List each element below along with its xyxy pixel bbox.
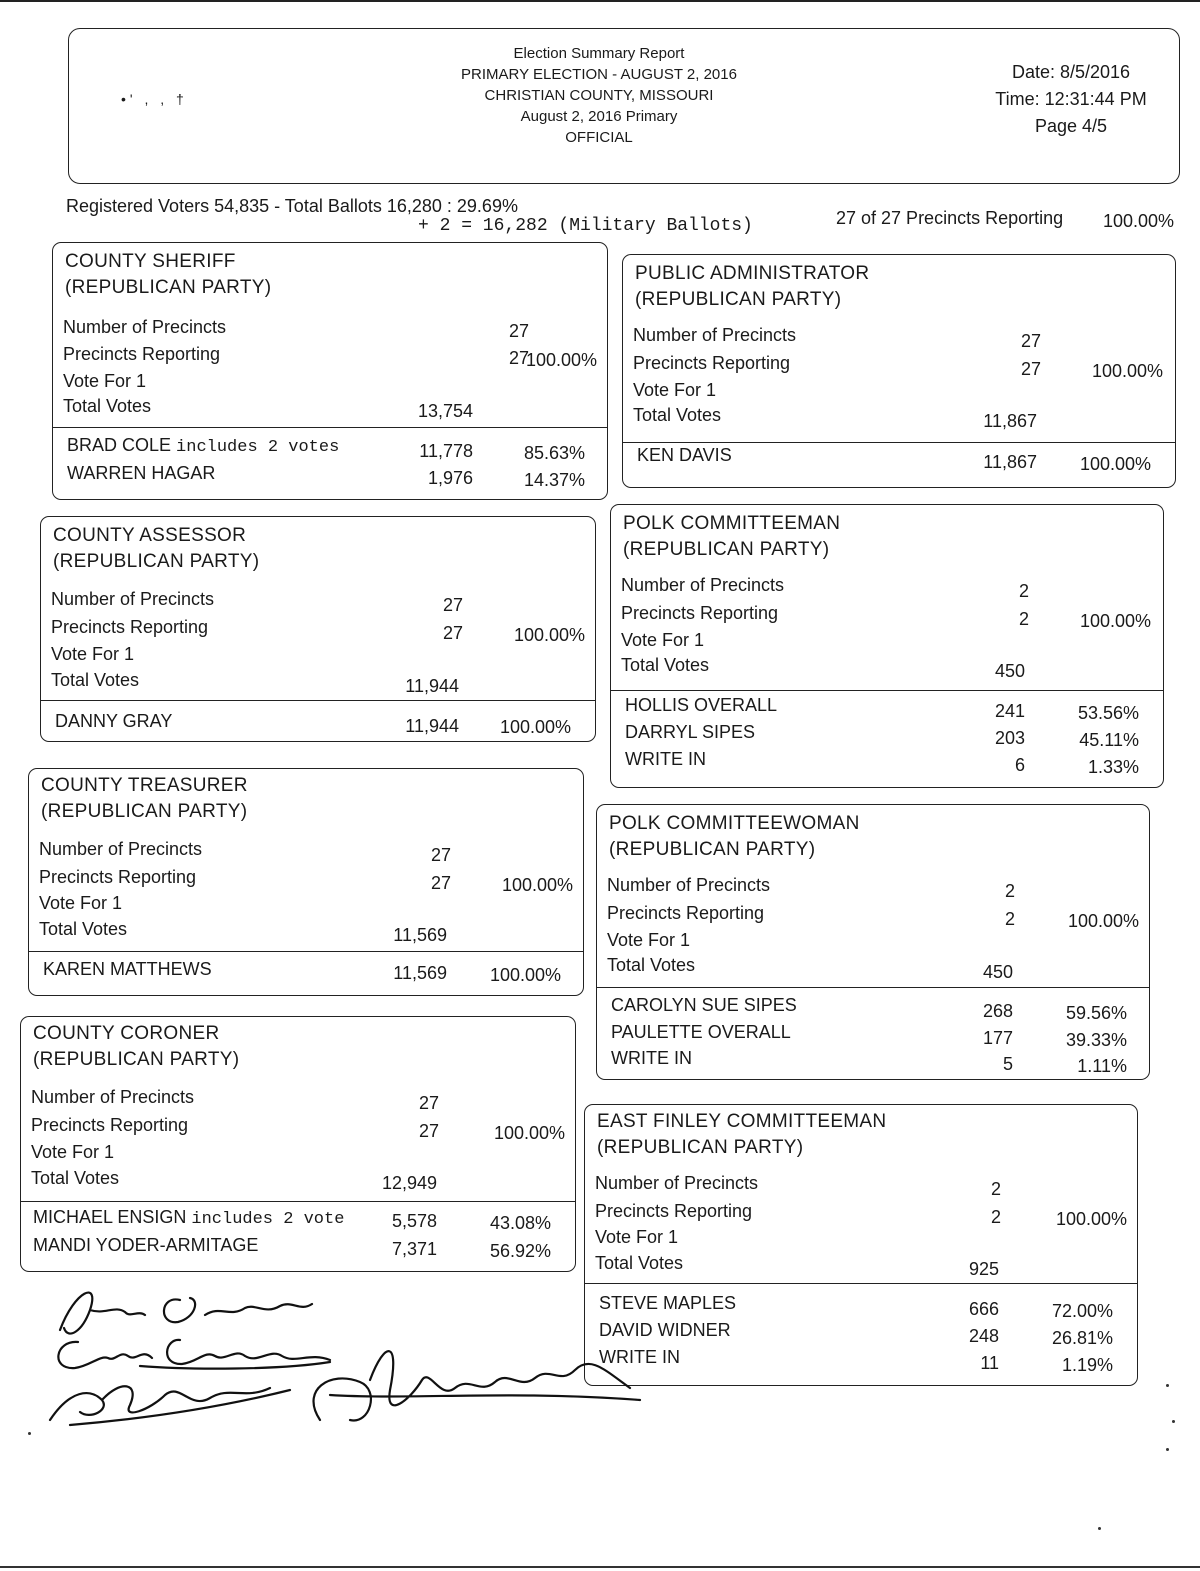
candidate-votes: 5 bbox=[1002, 1054, 1013, 1074]
candidate-pct: 39.33% bbox=[1065, 1030, 1127, 1050]
num-precincts-value: 2 bbox=[1018, 581, 1029, 601]
precincts-reporting-value: 27 bbox=[418, 1121, 439, 1141]
race-east-finley-committeeman bbox=[584, 1104, 1138, 1386]
candidate-divider bbox=[610, 690, 1164, 691]
candidate-votes: 11,944 bbox=[405, 716, 459, 736]
precincts-reporting-value: 2 bbox=[990, 1207, 1001, 1227]
vote-for-label: Vote For 1 bbox=[633, 380, 717, 400]
official-label: OFFICIAL bbox=[565, 129, 633, 146]
precincts-reporting-label: Precincts Reporting bbox=[39, 867, 197, 887]
candidate-divider bbox=[584, 1283, 1138, 1284]
report-header bbox=[68, 28, 1180, 184]
candidate-pct: 100.00% bbox=[499, 717, 571, 737]
candidate-pct: 100.00% bbox=[489, 965, 561, 985]
total-votes-label: Total Votes bbox=[595, 1253, 684, 1273]
candidate-pct: 43.08% bbox=[489, 1213, 551, 1233]
military-ballots-note: + 2 = 16,282 (Military Ballots) bbox=[418, 216, 753, 236]
election-name: PRIMARY ELECTION - AUGUST 2, 2016 bbox=[461, 66, 737, 83]
race-title: POLK COMMITTEEWOMAN (REPUBLICAN PARTY) bbox=[609, 813, 860, 860]
race-title: COUNTY ASSESSOR (REPUBLICAN PARTY) bbox=[53, 525, 260, 572]
candidate-pct: 53.56% bbox=[1077, 703, 1139, 723]
candidate-name: WRITE IN bbox=[599, 1347, 680, 1367]
num-precincts-value: 27 bbox=[508, 321, 529, 341]
candidate-divider bbox=[596, 987, 1150, 988]
candidate-pct: 100.00% bbox=[1079, 454, 1151, 474]
candidate-votes: 11,569 bbox=[393, 963, 447, 983]
scan-speck bbox=[1098, 1527, 1101, 1530]
candidate-divider bbox=[28, 951, 584, 952]
vote-for-label: Vote For 1 bbox=[51, 644, 135, 664]
candidate-name: WRITE IN bbox=[625, 749, 706, 769]
jurisdiction: CHRISTIAN COUNTY, MISSOURI bbox=[484, 87, 714, 104]
candidate-pct: 72.00% bbox=[1051, 1301, 1113, 1321]
race-title: POLK COMMITTEEMAN (REPUBLICAN PARTY) bbox=[623, 513, 841, 560]
candidate-pct: 14.37% bbox=[523, 470, 585, 490]
num-precincts-value: 27 bbox=[430, 845, 451, 865]
race-title: COUNTY CORONER (REPUBLICAN PARTY) bbox=[33, 1023, 240, 1070]
election-date: August 2, 2016 Primary bbox=[520, 108, 678, 125]
race-title: PUBLIC ADMINISTRATOR (REPUBLICAN PARTY) bbox=[635, 263, 870, 310]
candidate-votes: 6 bbox=[1014, 755, 1025, 775]
precincts-reporting-pct: 100.00% bbox=[1079, 611, 1151, 631]
precincts-reporting-label: Precincts Reporting bbox=[63, 344, 221, 364]
page-number: Page 4/5 bbox=[1034, 116, 1108, 136]
report-title-block bbox=[399, 43, 799, 148]
header-marks: •' , , † bbox=[121, 91, 188, 107]
num-precincts-value: 27 bbox=[418, 1093, 439, 1113]
page-top-edge bbox=[0, 0, 1200, 2]
vote-for-label: Vote For 1 bbox=[607, 930, 691, 950]
total-votes-value: 13,754 bbox=[417, 401, 473, 421]
precincts-reporting-value: 27 bbox=[508, 348, 529, 368]
candidate-name: KAREN MATTHEWS bbox=[43, 959, 212, 979]
total-votes-label: Total Votes bbox=[621, 655, 710, 675]
race-county-coroner bbox=[20, 1016, 576, 1272]
candidate-divider bbox=[52, 427, 608, 428]
precincts-reporting-label: Precincts Reporting bbox=[31, 1115, 189, 1135]
precincts-reporting-label: Precincts Reporting bbox=[51, 617, 209, 637]
num-precincts-label: Number of Precincts bbox=[595, 1173, 759, 1193]
candidate-name: MANDI YODER-ARMITAGE bbox=[33, 1235, 259, 1255]
precincts-reporting-value: 27 bbox=[430, 873, 451, 893]
candidate-votes: 11,778 bbox=[419, 441, 473, 461]
scan-speck bbox=[1166, 1384, 1169, 1387]
signatures bbox=[30, 1270, 650, 1470]
candidate-name: KEN DAVIS bbox=[637, 445, 732, 465]
race-county-assessor bbox=[40, 516, 596, 742]
candidate-name: DARRYL SIPES bbox=[625, 722, 756, 742]
candidate-name: DANNY GRAY bbox=[55, 711, 173, 731]
vote-for-label: Vote For 1 bbox=[31, 1142, 115, 1162]
candidate-votes: 268 bbox=[982, 1001, 1013, 1021]
total-votes-value: 11,569 bbox=[393, 925, 447, 945]
total-votes-value: 925 bbox=[968, 1259, 999, 1279]
total-votes-label: Total Votes bbox=[51, 670, 140, 690]
scan-speck bbox=[28, 1432, 31, 1435]
race-county-sheriff bbox=[52, 242, 608, 500]
candidate-votes: 177 bbox=[982, 1028, 1013, 1048]
precincts-reporting-pct: 100.00% bbox=[1091, 361, 1163, 381]
signature-4 bbox=[314, 1351, 640, 1420]
candidate-votes: 11,867 bbox=[983, 452, 1037, 472]
race-polk-committeeman bbox=[610, 504, 1164, 788]
vote-for-label: Vote For 1 bbox=[39, 893, 123, 913]
candidate-pct: 56.92% bbox=[489, 1241, 551, 1261]
num-precincts-label: Number of Precincts bbox=[607, 875, 771, 895]
precincts-reporting-pct: 100.00% bbox=[1055, 1209, 1127, 1229]
race-title: COUNTY TREASURER (REPUBLICAN PARTY) bbox=[41, 775, 248, 822]
vote-for-label: Vote For 1 bbox=[63, 371, 147, 391]
precincts-reporting-value: 2 bbox=[1018, 609, 1029, 629]
candidate-divider bbox=[20, 1201, 576, 1202]
candidate-pct: 26.81% bbox=[1051, 1328, 1113, 1348]
precincts-reporting-pct: 100.00% bbox=[493, 1123, 565, 1143]
candidate-votes: 248 bbox=[968, 1326, 999, 1346]
total-votes-label: Total Votes bbox=[633, 405, 722, 425]
candidate-votes: 11 bbox=[980, 1353, 999, 1373]
candidate-pct: 1.19% bbox=[1061, 1355, 1113, 1375]
precincts-reporting-pct: 100.00% bbox=[525, 350, 597, 370]
precincts-reporting-label: Precincts Reporting bbox=[607, 903, 765, 923]
vote-for-label: Vote For 1 bbox=[595, 1227, 679, 1247]
candidate-votes: 241 bbox=[994, 701, 1025, 721]
candidate-name: STEVE MAPLES bbox=[599, 1293, 737, 1313]
precincts-reporting-pct: 100.00% bbox=[501, 875, 573, 895]
precincts-reporting-label: Precincts Reporting bbox=[621, 603, 779, 623]
candidate-note: includes 2 votes bbox=[176, 438, 340, 457]
candidate-votes: 203 bbox=[994, 728, 1025, 748]
precincts-reporting-value: 2 bbox=[1004, 909, 1015, 929]
candidate-votes: 666 bbox=[968, 1299, 999, 1319]
race-county-treasurer bbox=[28, 768, 584, 996]
candidate-name: HOLLIS OVERALL bbox=[625, 695, 778, 715]
signature-3 bbox=[50, 1386, 290, 1425]
report-title: Election Summary Report bbox=[513, 45, 685, 62]
signature-2 bbox=[58, 1340, 330, 1369]
scan-speck bbox=[1166, 1448, 1169, 1451]
scan-speck bbox=[1172, 1420, 1175, 1423]
candidate-pct: 1.11% bbox=[1077, 1056, 1127, 1076]
candidate-votes: 1,976 bbox=[427, 468, 473, 488]
candidate-pct: 45.11% bbox=[1079, 730, 1139, 750]
race-public-administrator bbox=[622, 254, 1176, 488]
race-polk-committeewoman bbox=[596, 804, 1150, 1080]
total-votes-label: Total Votes bbox=[39, 919, 128, 939]
num-precincts-label: Number of Precincts bbox=[633, 325, 797, 345]
candidate-note: includes 2 vote bbox=[191, 1210, 345, 1229]
vote-for-label: Vote For 1 bbox=[621, 630, 705, 650]
total-votes-label: Total Votes bbox=[607, 955, 696, 975]
num-precincts-value: 2 bbox=[990, 1179, 1001, 1199]
num-precincts-value: 27 bbox=[442, 595, 463, 615]
num-precincts-label: Number of Precincts bbox=[51, 589, 215, 609]
precincts-reporting-label: Precincts Reporting bbox=[633, 353, 791, 373]
candidate-name: WARREN HAGAR bbox=[67, 463, 216, 483]
precincts-reporting-value: 27 bbox=[442, 623, 463, 643]
total-votes-label: Total Votes bbox=[31, 1168, 120, 1188]
candidate-name: PAULETTE OVERALL bbox=[611, 1022, 791, 1042]
total-votes-value: 450 bbox=[994, 661, 1025, 681]
race-title: COUNTY SHERIFF (REPUBLICAN PARTY) bbox=[65, 251, 272, 298]
total-votes-value: 11,944 bbox=[405, 676, 459, 696]
total-votes-value: 12,949 bbox=[381, 1173, 437, 1193]
num-precincts-label: Number of Precincts bbox=[621, 575, 785, 595]
total-votes-value: 450 bbox=[982, 962, 1013, 982]
report-time: Time: 12:31:44 PM bbox=[995, 89, 1147, 109]
precincts-reporting-label: Precincts Reporting bbox=[595, 1201, 753, 1221]
candidate-pct: 1.33% bbox=[1087, 757, 1139, 777]
num-precincts-value: 27 bbox=[1020, 331, 1041, 351]
precincts-reporting-percent: 100.00% bbox=[1103, 211, 1175, 231]
candidate-name: BRAD COLE includes 2 votes bbox=[67, 435, 340, 457]
num-precincts-label: Number of Precincts bbox=[39, 839, 203, 859]
race-title: EAST FINLEY COMMITTEEMAN (REPUBLICAN PARTY) bbox=[597, 1111, 887, 1158]
precincts-reporting-value: 27 bbox=[1020, 359, 1041, 379]
precincts-reporting-pct: 100.00% bbox=[513, 625, 585, 645]
signature-1 bbox=[60, 1293, 312, 1334]
page-bottom-edge bbox=[0, 1566, 1200, 1568]
precincts-reporting-summary: 27 of 27 Precincts Reporting bbox=[836, 208, 1064, 228]
total-votes-label: Total Votes bbox=[63, 396, 152, 416]
precincts-reporting-pct: 100.00% bbox=[1067, 911, 1139, 931]
candidate-divider bbox=[622, 442, 1176, 443]
candidate-votes: 7,371 bbox=[391, 1239, 437, 1259]
candidate-name: DAVID WIDNER bbox=[599, 1320, 731, 1340]
candidate-votes: 5,578 bbox=[391, 1211, 437, 1231]
num-precincts-value: 2 bbox=[1004, 881, 1015, 901]
num-precincts-label: Number of Precincts bbox=[31, 1087, 195, 1107]
report-meta bbox=[971, 59, 1171, 140]
candidate-pct: 85.63% bbox=[523, 443, 585, 463]
candidate-name: WRITE IN bbox=[611, 1048, 692, 1068]
candidate-name: MICHAEL ENSIGN includes 2 vote bbox=[33, 1207, 345, 1229]
total-votes-value: 11,867 bbox=[983, 411, 1037, 431]
report-date: Date: 8/5/2016 bbox=[1011, 62, 1131, 82]
candidate-name: CAROLYN SUE SIPES bbox=[611, 995, 797, 1015]
num-precincts-label: Number of Precincts bbox=[63, 317, 227, 337]
candidate-pct: 59.56% bbox=[1065, 1003, 1127, 1023]
candidate-divider bbox=[40, 700, 596, 701]
registered-voters: Registered Voters 54,835 - Total Ballots 16,280 : 29.69% bbox=[66, 196, 518, 216]
